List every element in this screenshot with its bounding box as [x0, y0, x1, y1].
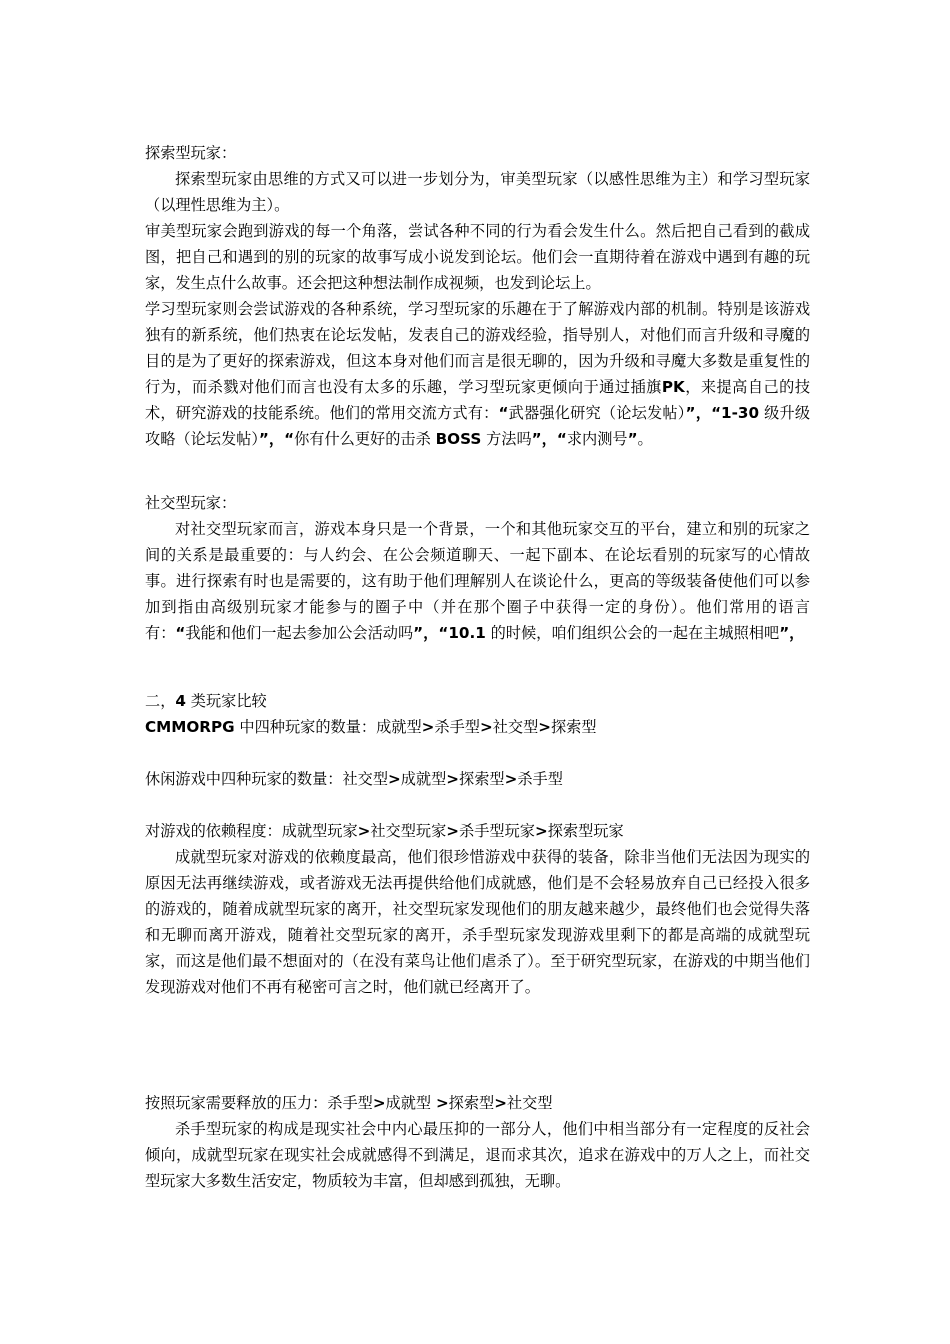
text-run: 探索型玩家	[547, 822, 624, 840]
text-run: 杀手型	[434, 718, 480, 736]
bold-run: >	[435, 1094, 449, 1112]
stress-paragraph: 杀手型玩家的构成是现实社会中内心最压抑的一部分人，他们中相当部分有一定程度的反社会倾向，成就型玩家在现实社会成就感得不到满足，退而求其次，追求在游戏中的万人之上，而社交型玩家大多数生活安定，物质较为丰富，但却感到孤独，无聊。	[145, 1120, 810, 1190]
text-run: 成就型	[400, 770, 447, 788]
bold-run: >	[446, 770, 460, 788]
bold-run: >	[421, 718, 435, 736]
bold-run: 4	[175, 692, 186, 710]
bold-run: ”，“10.1	[413, 624, 486, 642]
bold-run: >	[388, 770, 401, 788]
text-run: 学习型玩家则会尝试游戏的各种系统，学习型玩家的乐趣在于了解游戏内部的机制。特别是该游戏独有的新系统，他们热衷在论坛发帖，发表自己的游戏经验，指导别人，对他们而言升级和寻魔的目的是为了更好的探索游戏，但这本身对他们而言是很无聊的，因为升级和寻魔大多数是重复性的行为，而杀戮对他们而言也没有太多的乐趣，学习型玩家更倾向于通过插旗	[145, 300, 810, 396]
text-run: 的时候，咱们组织公会的一起在主城照相吧	[485, 624, 780, 642]
bold-run: ”，“1-30	[685, 404, 760, 422]
text-run: 武器强化研究（论坛发帖）	[508, 404, 686, 422]
text-run: 方法吗	[481, 430, 532, 448]
mmorpg-ranking-line	[145, 714, 810, 740]
text-run: 你有什么更好的击杀	[294, 430, 436, 448]
text-run: 成就型	[385, 1094, 436, 1112]
text-run: 社交型	[506, 1094, 553, 1112]
casual-ranking-line	[145, 766, 810, 792]
text-run: 求内测号	[566, 430, 628, 448]
text-run: 杀手型	[517, 770, 563, 788]
bold-run: >	[538, 718, 551, 736]
bold-run: “	[175, 624, 186, 642]
bold-run: ”，“	[531, 430, 567, 448]
learning-player-paragraph	[145, 296, 810, 452]
text-run: 探索型	[459, 770, 505, 788]
explorer-intro-paragraph: 探索型玩家由思维的方式又可以进一步划分为，审美型玩家（以感性思维为主）和学习型玩家（以理性思维为主）。	[145, 170, 810, 214]
bold-run: >	[504, 770, 518, 788]
text-run: 社交型玩家	[370, 822, 447, 840]
text-run: ，来提高自己的技术，研究游戏的技能系统。他们的常用交流方式有：	[145, 378, 811, 422]
bold-run: PK	[661, 378, 685, 396]
text-run: 休闲游戏中四种玩家的数量：社交型	[145, 770, 388, 788]
bold-run: >	[494, 1094, 507, 1112]
bold-run: ”	[627, 430, 638, 448]
text-run: 我能和他们一起去参加公会活动吗	[185, 624, 414, 642]
text-run: 中四种玩家的数量：成就型	[234, 718, 422, 736]
bold-run: >	[446, 822, 460, 840]
text-run: 级升级攻略（论坛发帖）	[145, 404, 811, 448]
comparison-section-title	[145, 688, 810, 714]
bold-run: ”，	[779, 624, 805, 642]
bold-run: ”，“	[258, 430, 295, 448]
bold-run: CMMORPG	[145, 718, 235, 736]
text-run: 对游戏的依赖程度：成就型玩家	[145, 822, 358, 840]
text-run: 类玩家比较	[185, 692, 267, 710]
text-run: 杀手型玩家	[459, 822, 535, 840]
bold-run: >	[534, 822, 548, 840]
bold-run: >	[479, 718, 493, 736]
bold-run: BOSS	[435, 430, 482, 448]
social-player-paragraph	[145, 516, 810, 646]
dependency-ranking-line	[145, 818, 810, 844]
text-run: 按照玩家需要释放的压力：杀手型	[145, 1094, 373, 1112]
bold-run: “	[498, 404, 509, 422]
text-run: 二，	[145, 692, 176, 710]
text-run: 社交型	[492, 718, 539, 736]
text-run: 。	[637, 430, 653, 448]
bold-run: >	[357, 822, 371, 840]
text-run: 探索型	[550, 718, 597, 736]
social-heading: 社交型玩家：	[145, 494, 237, 512]
bold-run: >	[372, 1094, 386, 1112]
aesthetic-player-paragraph: 审美型玩家会跑到游戏的每一个角落，尝试各种不同的行为看会发生什么。然后把自己看到的截成图，把自己和遇到的别的玩家的故事写成小说发到论坛。他们会一直期待着在游戏中遇到有趣的玩家，发生点什么故事。还会把这种想法制作成视频，也发到论坛上。	[145, 222, 810, 292]
dependency-paragraph: 成就型玩家对游戏的依赖度最高，他们很珍惜游戏中获得的装备，除非当他们无法因为现实的原因无法再继续游戏，或者游戏无法再提供给他们成就感，他们是不会轻易放弃自己已经投入很多的游戏的，随着成就型玩家的离开，社交型玩家发现他们的朋友越来越少，最终他们也会觉得失落和无聊而离开游戏，随着社交型玩家的离开，杀手型玩家发现游戏里剩下的都是高端的成就型玩家，而这是他们最不想面对的（在没有菜鸟让他们虐杀了）。至于研究型玩家，在游戏的中期当他们发现游戏对他们不再有秘密可言之时，他们就已经离开了。	[145, 848, 810, 996]
explorer-heading: 探索型玩家：	[145, 144, 237, 162]
text-run: 探索型	[448, 1094, 495, 1112]
stress-ranking-line	[145, 1090, 810, 1116]
text-run: 对社交型玩家而言，游戏本身只是一个背景，一个和其他玩家交互的平台，建立和别的玩家之间的关系是最重要的：与人约会、在公会频道聊天、一起下副本、在论坛看别的玩家写的心情故事。进行探索有时也是需要的，这有助于他们理解别人在谈论什么，更高的等级装备使他们可以参加到指由高级别玩家才能参与的圈子中（并在那个圈子中获得一定的身份）。他们常用的语言有：	[145, 520, 810, 642]
